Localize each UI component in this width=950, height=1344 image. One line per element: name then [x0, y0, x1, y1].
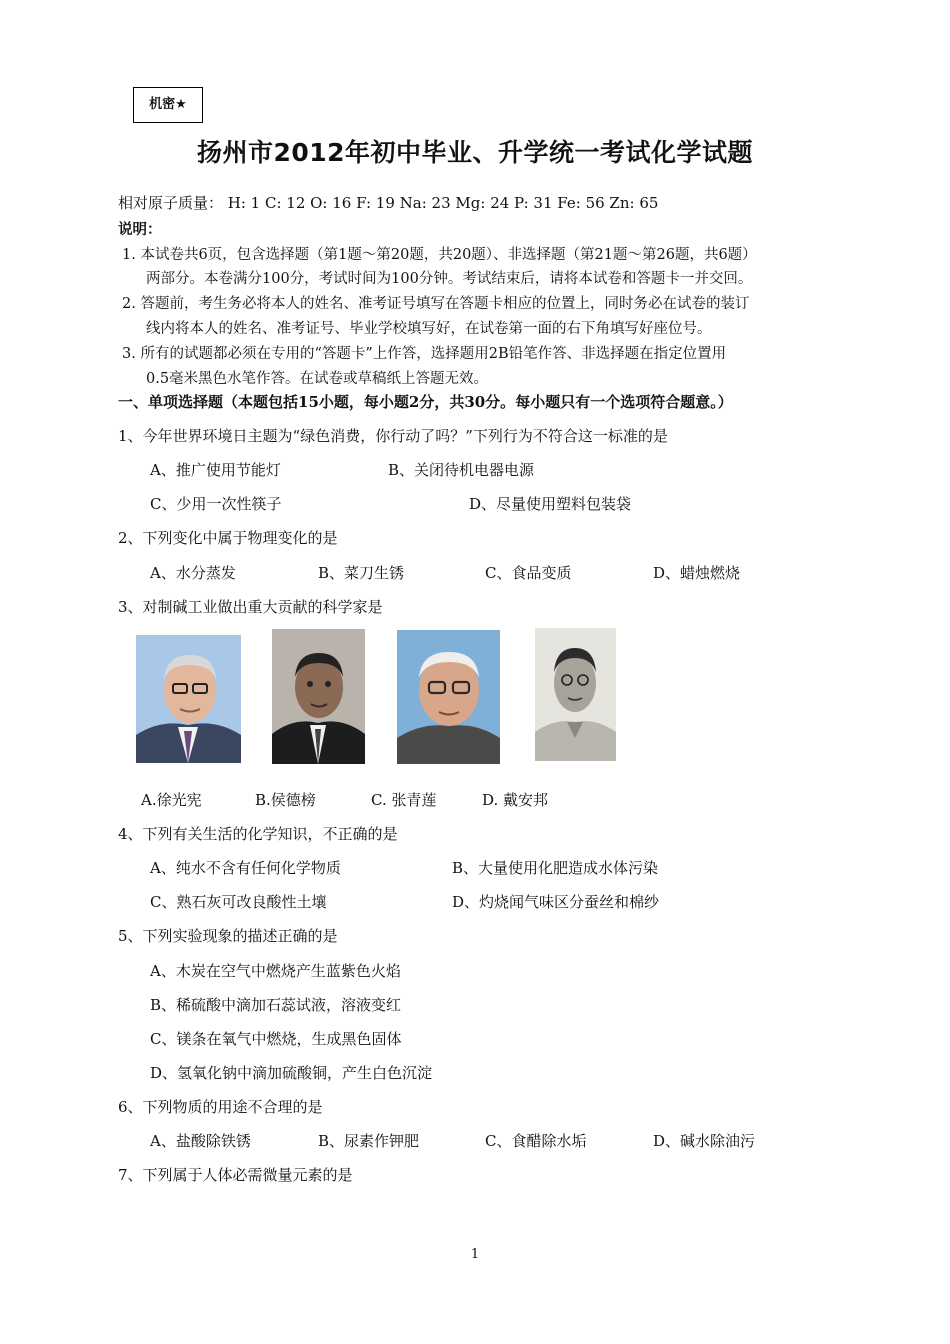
question-2-option-b: B、菜刀生锈 [318, 564, 405, 582]
question-3-option-a: A.徐光宪 [141, 791, 202, 809]
question-6-option-a: A、盐酸除铁锈 [150, 1132, 251, 1150]
instruction-2-line-1: 2. 答题前，考生务必将本人的姓名、准考证号填写在答题卡相应的位置上，同时务必在试卷的装订 [122, 296, 750, 312]
instruction-3-line-1: 3. 所有的试题都必须在专用的“答题卡”上作答，选择题用2B铅笔作答、非选择题在指定位置用 [122, 346, 727, 362]
question-5-stem: 5、下列实验现象的描述正确的是 [118, 927, 338, 945]
question-2-stem: 2、下列变化中属于物理变化的是 [118, 529, 338, 547]
question-2-option-d: D、蜡烛燃烧 [653, 564, 741, 582]
instructions-heading: 说明： [118, 221, 162, 238]
question-1-option-a: A、推广使用节能灯 [150, 461, 281, 479]
question-4-option-d: D、灼烧闻气味区分蚕丝和棉纱 [452, 893, 660, 911]
scientist-photo-b [272, 629, 365, 764]
page-number: 1 [470, 1247, 480, 1262]
instruction-2-line-2: 线内将本人的姓名、准考证号、毕业学校填写好，在试卷第一面的右下角填写好座位号。 [146, 321, 712, 337]
question-5-option-a: A、木炭在空气中燃烧产生蓝紫色火焰 [150, 962, 401, 980]
atomic-masses: 相对原子质量： H: 1 C: 12 O: 16 F: 19 Na: 23 Mg: 24 P: 31 Fe: 56 Zn: 65 [118, 194, 659, 212]
instruction-1-line-1: 1. 本试卷共6页，包含选择题（第1题～第20题，共20题）、非选择题（第21题～第26题，共6题） [122, 247, 757, 263]
question-4-option-b: B、大量使用化肥造成水体污染 [452, 859, 659, 877]
question-5-option-c: C、镁条在氧气中燃烧，生成黑色固体 [150, 1030, 402, 1048]
question-1-option-d: D、尽量使用塑料包装袋 [469, 495, 632, 513]
question-2-option-c: C、食品变质 [485, 564, 572, 582]
question-1-stem: 1、今年世界环境日主题为“绿色消费，你行动了吗？”下列行为不符合这一标准的是 [118, 427, 668, 445]
question-1-option-c: C、少用一次性筷子 [150, 495, 282, 513]
question-6-stem: 6、下列物质的用途不合理的是 [118, 1098, 323, 1116]
question-4-stem: 4、下列有关生活的化学知识，不正确的是 [118, 825, 398, 843]
confidential-label: 机密★ [133, 87, 203, 123]
question-3-stem: 3、对制碱工业做出重大贡献的科学家是 [118, 598, 383, 616]
question-5-option-d: D、氢氧化钠中滴加硫酸铜，产生白色沉淀 [150, 1064, 433, 1082]
question-6-option-c: C、食醋除水垢 [485, 1132, 587, 1150]
question-1-option-b: B、关闭待机电器电源 [388, 461, 535, 479]
scientist-photo-d [535, 628, 616, 761]
question-7-stem: 7、下列属于人体必需微量元素的是 [118, 1166, 353, 1184]
question-3-option-b: B.侯德榜 [255, 791, 316, 809]
question-4-option-a: A、纯水不含有任何化学物质 [150, 859, 341, 877]
question-5-option-b: B、稀硫酸中滴加石蕊试液，溶液变红 [150, 996, 402, 1014]
scientist-photo-a [136, 635, 241, 763]
section-1-heading: 一、单项选择题（本题包括15小题，每小题2分，共30分。每小题只有一个选项符合题意。） [118, 393, 733, 411]
exam-title: 扬州市2012年初中毕业、升学统一考试化学试题 [196, 138, 754, 167]
question-3-option-d: D. 戴安邦 [482, 791, 549, 809]
question-6-option-d: D、碱水除油污 [653, 1132, 756, 1150]
question-3-option-c: C. 张青莲 [371, 791, 437, 809]
scientist-photo-c [397, 630, 500, 764]
instruction-1-line-2: 两部分。本卷满分100分，考试时间为100分钟。考试结束后，请将本试卷和答题卡一并交回。 [146, 271, 753, 287]
question-6-option-b: B、尿素作钾肥 [318, 1132, 420, 1150]
question-2-option-a: A、水分蒸发 [150, 564, 236, 582]
instruction-3-line-2: 0.5毫米黑色水笔作答。在试卷或草稿纸上答题无效。 [146, 371, 489, 387]
question-4-option-c: C、熟石灰可改良酸性土壤 [150, 893, 327, 911]
